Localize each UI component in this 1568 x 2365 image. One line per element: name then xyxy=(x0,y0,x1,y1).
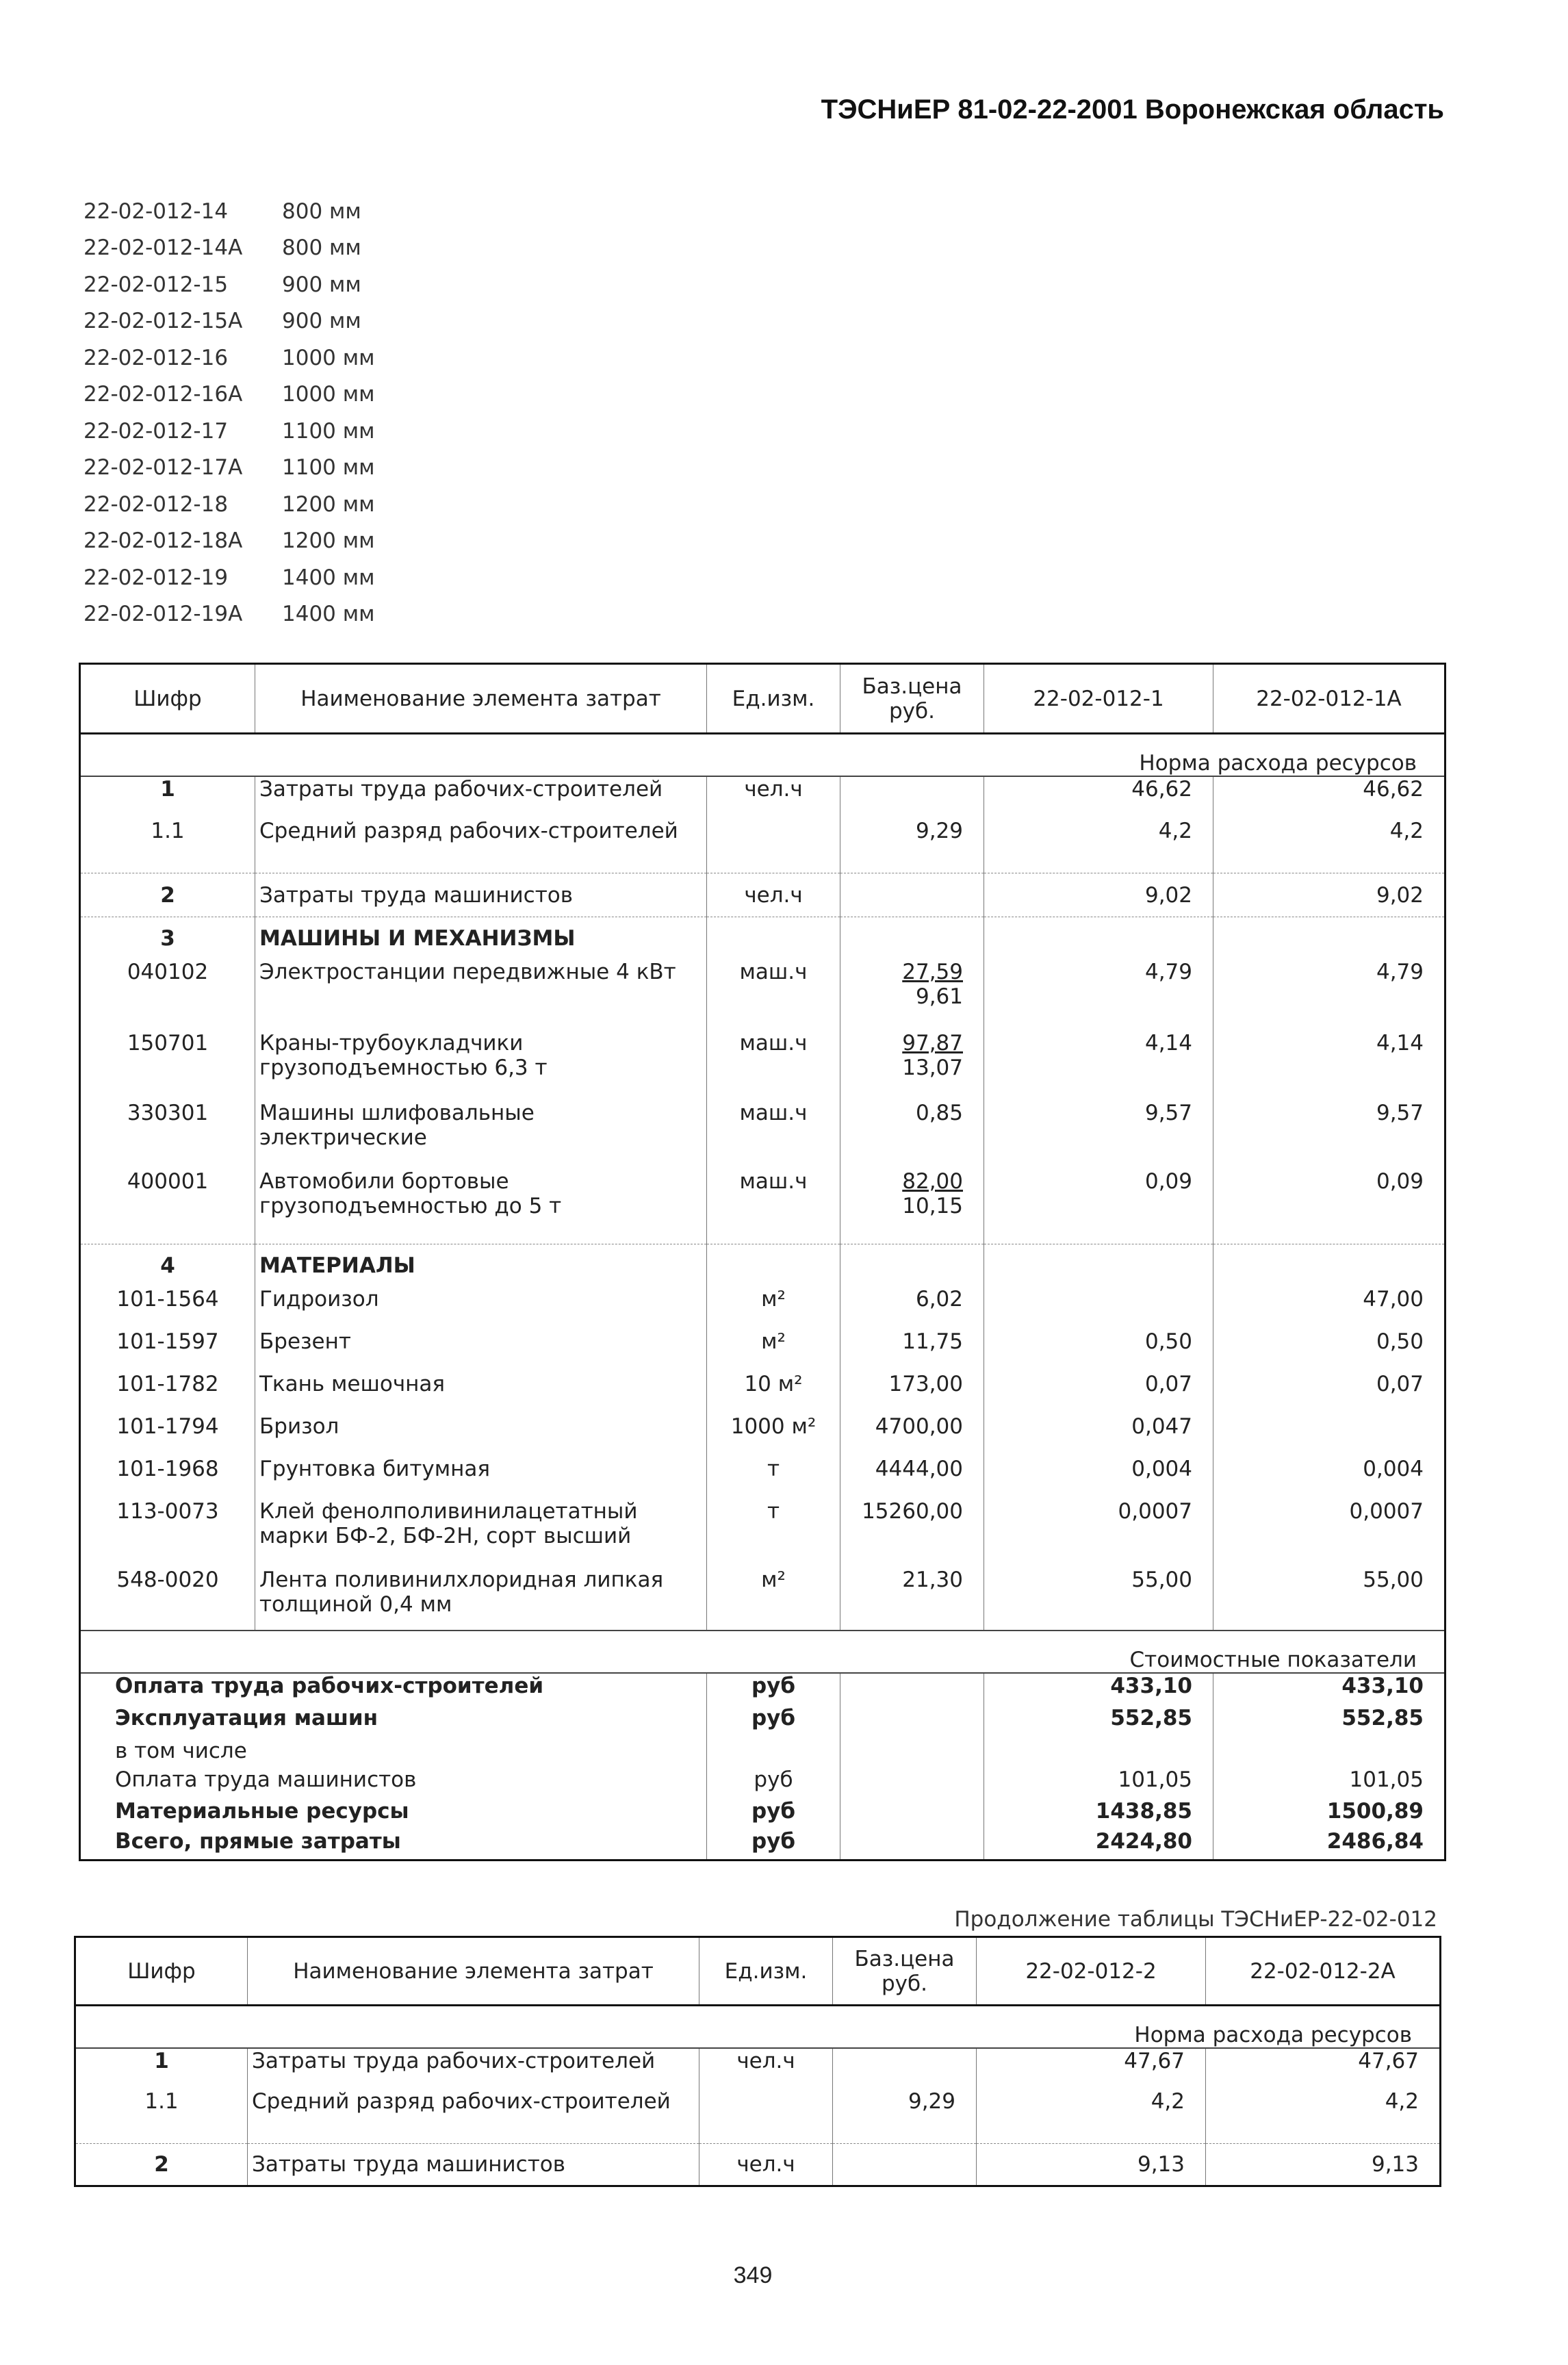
row-code: 4 xyxy=(80,1244,255,1287)
table-row xyxy=(80,1031,1445,1101)
total-value-2: 1500,89 xyxy=(1213,1799,1445,1829)
code-size: 1200 мм xyxy=(282,491,375,517)
code-id: 22-02-012-15А xyxy=(83,309,243,334)
total-row xyxy=(80,1673,1445,1706)
total-unit: руб xyxy=(707,1767,840,1799)
row-price xyxy=(840,1169,984,1244)
row-price xyxy=(840,917,984,960)
total-unit: руб xyxy=(707,1829,840,1861)
code-id: 22-02-012-16А xyxy=(83,382,243,407)
row-value-1: 4,2 xyxy=(977,2089,1206,2144)
row-value-1: 4,2 xyxy=(984,819,1213,873)
total-row xyxy=(80,1829,1445,1861)
cost-indicators-title: Стоимостные показатели xyxy=(80,1631,1445,1673)
row-code: 101-1794 xyxy=(116,1414,219,1439)
row-name: Гидроизол xyxy=(255,1287,707,1329)
continuation-caption: Продолжение таблицы ТЭСНиЕР-22-02-012 xyxy=(954,1907,1437,1932)
row-value-1: 0,047 xyxy=(984,1414,1213,1457)
row-price: 4444,00 xyxy=(840,1457,984,1499)
code-size: 1100 мм xyxy=(282,418,375,444)
total-name: Оплата труда машинистов xyxy=(115,1767,417,1792)
row-name: Автомобили бортовые грузоподъемностью до 5 т xyxy=(255,1169,707,1244)
row-price xyxy=(840,873,984,917)
row-value-1: 46,62 xyxy=(984,776,1213,819)
table-row xyxy=(80,1329,1445,1372)
row-name: Средний разряд рабочих-строителей xyxy=(248,2089,699,2144)
row-code: 101-1968 xyxy=(116,1456,219,1481)
row-value-2 xyxy=(1213,1414,1445,1457)
row-unit: 1000 м² xyxy=(707,1414,840,1457)
code-size: 1200 мм xyxy=(282,528,375,554)
code-row xyxy=(83,559,375,596)
total-price xyxy=(840,1739,984,1767)
total-unit xyxy=(707,1739,840,1767)
row-value-1: 0,004 xyxy=(984,1457,1213,1499)
row-value-2: 9,02 xyxy=(1213,873,1445,917)
row-price xyxy=(840,1244,984,1287)
row-value-1: 0,09 xyxy=(984,1169,1213,1244)
row-value-2: 4,79 xyxy=(1213,960,1445,1031)
row-unit xyxy=(707,1244,840,1287)
code-row xyxy=(83,230,375,267)
header-name: Наименование элемента затрат xyxy=(248,1937,699,2006)
code-row xyxy=(83,450,375,487)
code-row xyxy=(83,376,375,413)
row-value-1: 9,57 xyxy=(984,1101,1213,1169)
row-value-2: 0,50 xyxy=(1213,1329,1445,1372)
total-name: Эксплуатация машин xyxy=(115,1705,378,1730)
table-row xyxy=(75,2048,1441,2089)
code-size: 800 мм xyxy=(282,235,361,261)
cost-indicators-row xyxy=(80,1631,1445,1673)
row-price: 4700,00 xyxy=(840,1414,984,1457)
total-value-1: 2424,80 xyxy=(984,1829,1213,1861)
row-name: Брезент xyxy=(255,1329,707,1372)
table-row xyxy=(80,873,1445,917)
table-header-row xyxy=(80,664,1445,734)
section-row xyxy=(80,917,1445,960)
row-name: Бризол xyxy=(255,1414,707,1457)
row-unit: т xyxy=(707,1499,840,1568)
total-unit: руб xyxy=(707,1706,840,1739)
code-id: 22-02-012-19 xyxy=(83,565,229,590)
table-row xyxy=(75,2144,1441,2186)
cost-table xyxy=(79,663,1446,1861)
header-code: Шифр xyxy=(75,1937,248,2006)
row-value-2 xyxy=(1213,1244,1445,1287)
header-unit: Ед.изм. xyxy=(707,664,840,734)
row-value-1: 9,13 xyxy=(977,2144,1206,2186)
row-code: 3 xyxy=(80,917,255,960)
price-base: 82,00 xyxy=(902,1168,963,1194)
row-unit: чел.ч xyxy=(707,873,840,917)
price-base: 27,59 xyxy=(902,959,963,984)
row-price: 21,30 xyxy=(840,1568,984,1631)
row-unit: 10 м² xyxy=(707,1372,840,1414)
row-unit: м² xyxy=(707,1287,840,1329)
row-value-2: 0,09 xyxy=(1213,1169,1445,1244)
code-row xyxy=(83,596,375,633)
price-base: 0,85 xyxy=(915,1100,963,1125)
header-price: Баз.цена руб. xyxy=(840,664,984,734)
row-value-2 xyxy=(1213,917,1445,960)
row-code: 2 xyxy=(75,2144,248,2186)
row-code: 1.1 xyxy=(151,818,185,843)
row-name: Краны-трубоукладчики грузоподъемностью 6,3 т xyxy=(255,1031,707,1101)
row-name: МАШИНЫ И МЕХАНИЗМЫ xyxy=(255,917,707,960)
row-unit: чел.ч xyxy=(699,2144,833,2186)
total-price xyxy=(840,1767,984,1799)
row-value-1 xyxy=(984,1287,1213,1329)
code-id: 22-02-012-18А xyxy=(83,528,243,554)
row-name: Электростанции передвижные 4 кВт xyxy=(255,960,707,1031)
row-price: 9,29 xyxy=(833,2089,977,2144)
total-value-1 xyxy=(984,1739,1213,1767)
code-row xyxy=(83,193,375,230)
code-row xyxy=(83,486,375,523)
table-row xyxy=(75,2089,1441,2144)
price-labor: 9,61 xyxy=(915,984,963,1009)
table-row xyxy=(80,1169,1445,1244)
total-value-2: 433,10 xyxy=(1213,1673,1445,1706)
code-size: 1000 мм xyxy=(282,382,375,407)
row-unit: т xyxy=(707,1457,840,1499)
row-price: 11,75 xyxy=(840,1329,984,1372)
row-name: Ткань мешочная xyxy=(255,1372,707,1414)
row-unit: чел.ч xyxy=(699,2048,833,2089)
price-labor: 10,15 xyxy=(902,1193,963,1218)
code-id: 22-02-012-16 xyxy=(83,345,229,370)
row-name: Затраты труда рабочих-строителей xyxy=(248,2048,699,2089)
table-row xyxy=(80,960,1445,1031)
code-row xyxy=(83,413,375,450)
code-size: 1100 мм xyxy=(282,455,375,481)
row-unit xyxy=(699,2089,833,2144)
table-row xyxy=(80,1568,1445,1631)
row-code: 1.1 xyxy=(144,2088,179,2114)
header-name: Наименование элемента затрат xyxy=(255,664,707,734)
price-base: 97,87 xyxy=(902,1030,963,1056)
code-size: 900 мм xyxy=(282,309,361,334)
row-code: 1 xyxy=(160,776,175,802)
row-code: 548-0020 xyxy=(116,1567,219,1592)
row-name: Средний разряд рабочих-строителей xyxy=(255,819,707,873)
row-value-2: 0,004 xyxy=(1213,1457,1445,1499)
norm-section-row xyxy=(80,734,1445,776)
row-unit xyxy=(707,819,840,873)
code-id: 22-02-012-15 xyxy=(83,272,229,297)
row-unit: маш.ч xyxy=(707,1169,840,1244)
table-row xyxy=(80,1101,1445,1169)
row-unit: маш.ч xyxy=(707,1101,840,1169)
codes-list xyxy=(83,193,375,632)
table-row xyxy=(80,1287,1445,1329)
total-value-1: 1438,85 xyxy=(984,1799,1213,1829)
code-row xyxy=(83,523,375,560)
code-id: 22-02-012-17А xyxy=(83,455,243,481)
header-col2: 22-02-012-2А xyxy=(1206,1937,1441,2006)
row-code: 040102 xyxy=(127,959,209,984)
total-price xyxy=(840,1706,984,1739)
row-value-1: 0,07 xyxy=(984,1372,1213,1414)
row-code: 2 xyxy=(80,873,255,917)
row-price: 173,00 xyxy=(840,1372,984,1414)
total-price xyxy=(840,1673,984,1706)
section-row xyxy=(80,1244,1445,1287)
row-value-1 xyxy=(984,1244,1213,1287)
table-row xyxy=(80,776,1445,819)
row-value-1: 4,14 xyxy=(984,1031,1213,1101)
code-id: 22-02-012-14 xyxy=(83,199,229,224)
row-code: 101-1564 xyxy=(116,1286,219,1312)
row-value-1: 47,67 xyxy=(977,2048,1206,2089)
price-labor: 13,07 xyxy=(902,1055,963,1080)
header-price: Баз.цена руб. xyxy=(833,1937,977,2006)
total-value-2: 552,85 xyxy=(1213,1706,1445,1739)
total-row xyxy=(80,1767,1445,1799)
page-header-title: ТЭСНиЕР 81-02-22-2001 Воронежская область xyxy=(821,94,1444,125)
row-value-2: 0,07 xyxy=(1213,1372,1445,1414)
row-name: Грунтовка битумная xyxy=(255,1457,707,1499)
row-code: 330301 xyxy=(127,1100,209,1125)
code-row xyxy=(83,266,375,303)
table-row xyxy=(80,1457,1445,1499)
row-value-1: 0,0007 xyxy=(984,1499,1213,1568)
code-row xyxy=(83,340,375,376)
total-row xyxy=(80,1739,1445,1767)
row-price xyxy=(840,776,984,819)
row-value-2: 47,67 xyxy=(1206,2048,1441,2089)
continuation-table xyxy=(74,1936,1441,2187)
code-size: 1400 мм xyxy=(282,565,375,590)
header-col1: 22-02-012-1 xyxy=(984,664,1213,734)
row-value-2: 46,62 xyxy=(1213,776,1445,819)
code-id: 22-02-012-19А xyxy=(83,602,243,627)
total-value-1: 101,05 xyxy=(984,1767,1213,1799)
row-unit xyxy=(707,917,840,960)
total-name: Всего, прямые затраты xyxy=(115,1828,401,1854)
table-row xyxy=(80,1414,1445,1457)
total-price xyxy=(840,1799,984,1829)
row-code: 101-1782 xyxy=(116,1371,219,1396)
row-value-1: 9,02 xyxy=(984,873,1213,917)
row-price: 6,02 xyxy=(840,1287,984,1329)
code-row xyxy=(83,303,375,340)
row-name: Затраты труда машинистов xyxy=(248,2144,699,2186)
table-row xyxy=(80,1372,1445,1414)
code-size: 800 мм xyxy=(282,199,361,224)
row-code: 150701 xyxy=(127,1030,209,1056)
row-name: Затраты труда рабочих-строителей xyxy=(255,776,707,819)
total-value-2: 101,05 xyxy=(1213,1767,1445,1799)
row-value-2: 9,57 xyxy=(1213,1101,1445,1169)
row-value-2: 4,2 xyxy=(1213,819,1445,873)
norm-title: Норма расхода ресурсов xyxy=(80,734,1445,776)
row-name: Машины шлифовальные электрические xyxy=(255,1101,707,1169)
table-row xyxy=(80,1499,1445,1568)
row-unit: маш.ч xyxy=(707,960,840,1031)
code-id: 22-02-012-18 xyxy=(83,491,229,517)
page-number: 349 xyxy=(733,2262,773,2288)
row-unit: чел.ч xyxy=(707,776,840,819)
header-col2: 22-02-012-1А xyxy=(1213,664,1445,734)
total-name: Оплата труда рабочих-строителей xyxy=(115,1673,544,1698)
total-unit: руб xyxy=(707,1673,840,1706)
row-value-1: 4,79 xyxy=(984,960,1213,1031)
row-price xyxy=(840,960,984,1031)
norm-title: Норма расхода ресурсов xyxy=(75,2006,1441,2048)
header-code: Шифр xyxy=(80,664,255,734)
row-name: Лента поливинилхлоридная липкая толщиной 0,4 мм xyxy=(255,1568,707,1631)
row-unit: м² xyxy=(707,1568,840,1631)
total-value-2: 2486,84 xyxy=(1213,1829,1445,1861)
row-price xyxy=(840,1101,984,1169)
header-col1: 22-02-012-2 xyxy=(977,1937,1206,2006)
row-value-1: 0,50 xyxy=(984,1329,1213,1372)
total-value-2 xyxy=(1213,1739,1445,1767)
row-price: 15260,00 xyxy=(840,1499,984,1568)
row-value-2: 55,00 xyxy=(1213,1568,1445,1631)
code-id: 22-02-012-17 xyxy=(83,418,229,444)
code-size: 1000 мм xyxy=(282,345,375,370)
norm-section-row xyxy=(75,2006,1441,2048)
row-code: 1 xyxy=(154,2048,169,2073)
total-price xyxy=(840,1829,984,1861)
row-value-1: 55,00 xyxy=(984,1568,1213,1631)
total-row xyxy=(80,1799,1445,1829)
table-header-row xyxy=(75,1937,1441,2006)
row-name: Клей фенолполивинилацетатный марки БФ-2, БФ-2Н, сорт высший xyxy=(255,1499,707,1568)
row-code: 113-0073 xyxy=(116,1498,219,1524)
row-unit: м² xyxy=(707,1329,840,1372)
total-unit: руб xyxy=(707,1799,840,1829)
total-name: в том числе xyxy=(115,1738,247,1763)
total-value-1: 552,85 xyxy=(984,1706,1213,1739)
row-price xyxy=(840,1031,984,1101)
total-name: Материальные ресурсы xyxy=(115,1798,409,1824)
header-unit: Ед.изм. xyxy=(699,1937,833,2006)
table-row xyxy=(80,819,1445,873)
row-code: 101-1597 xyxy=(116,1329,219,1354)
row-value-2: 4,14 xyxy=(1213,1031,1445,1101)
code-size: 1400 мм xyxy=(282,602,375,627)
row-price xyxy=(833,2048,977,2089)
row-code: 400001 xyxy=(127,1168,209,1194)
row-price xyxy=(833,2144,977,2186)
row-value-2: 9,13 xyxy=(1206,2144,1441,2186)
row-name: МАТЕРИАЛЫ xyxy=(255,1244,707,1287)
total-value-1: 433,10 xyxy=(984,1673,1213,1706)
row-price: 9,29 xyxy=(840,819,984,873)
row-unit: маш.ч xyxy=(707,1031,840,1101)
code-size: 900 мм xyxy=(282,272,361,297)
row-value-2: 47,00 xyxy=(1213,1287,1445,1329)
row-name: Затраты труда машинистов xyxy=(255,873,707,917)
row-value-1 xyxy=(984,917,1213,960)
row-value-2: 4,2 xyxy=(1206,2089,1441,2144)
total-row xyxy=(80,1706,1445,1739)
code-id: 22-02-012-14А xyxy=(83,235,243,261)
row-value-2: 0,0007 xyxy=(1213,1499,1445,1568)
